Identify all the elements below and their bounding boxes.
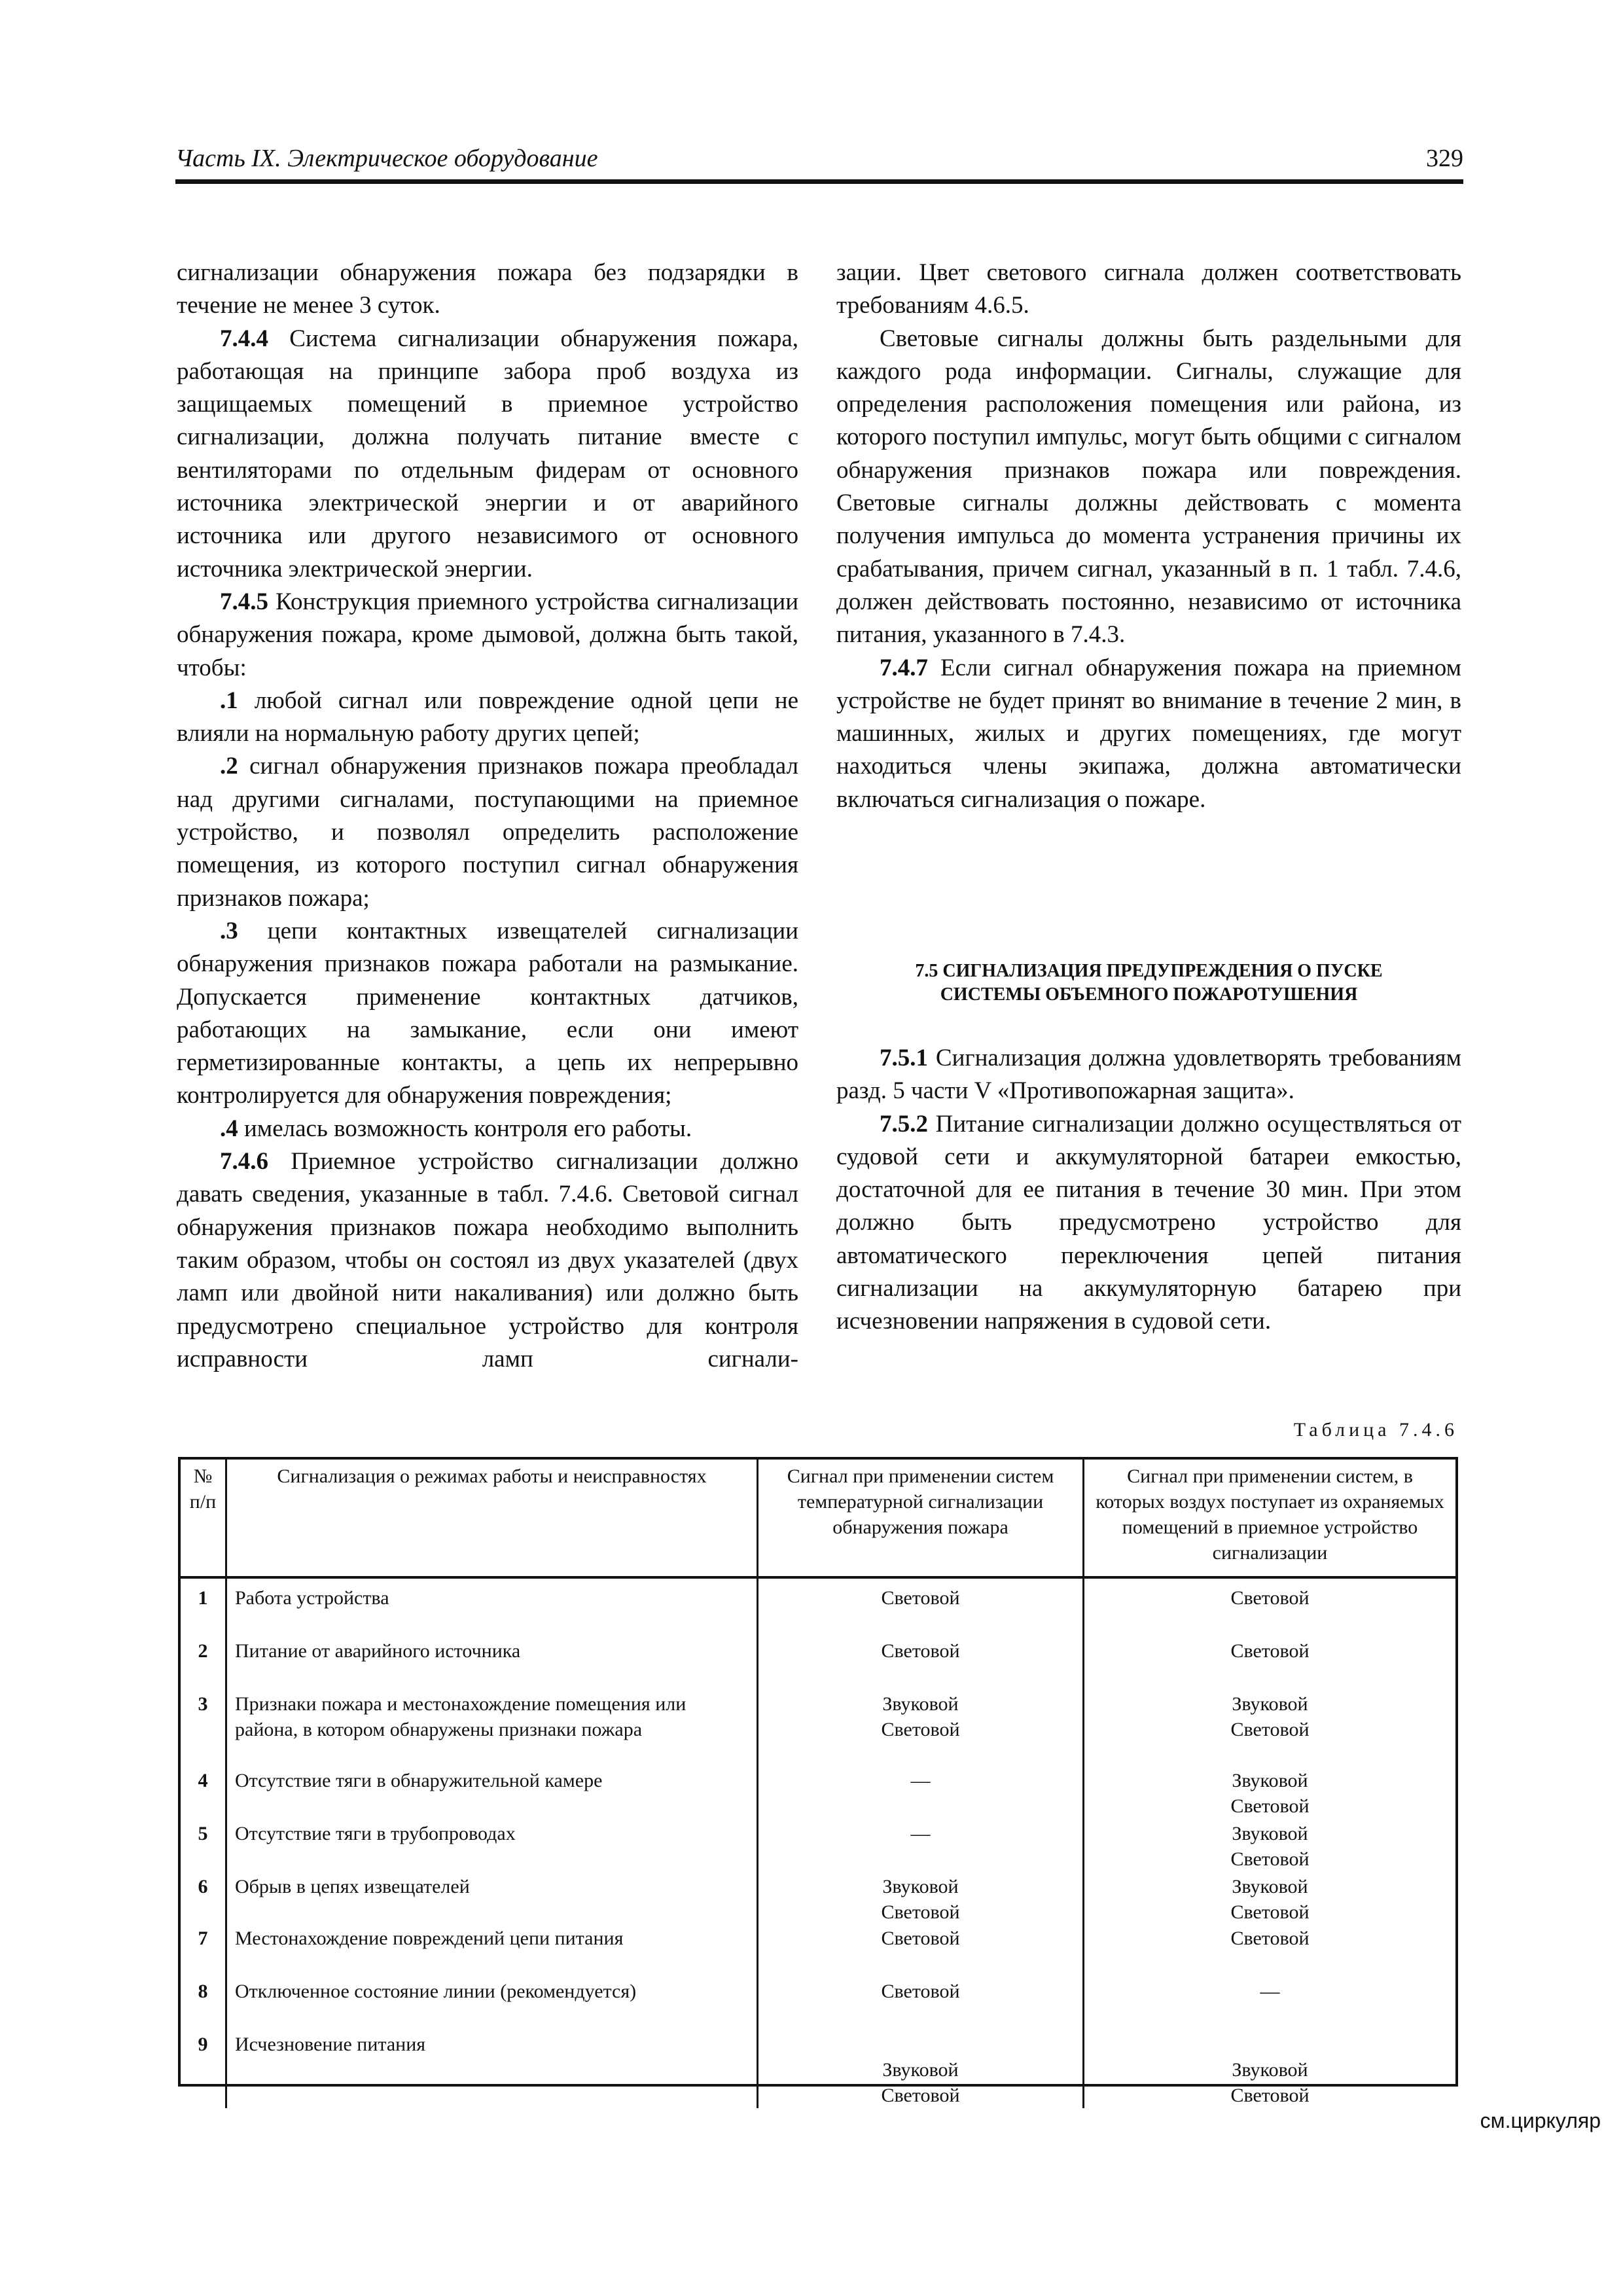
paragraph (836, 1108, 1461, 1338)
air-sampling-signal: Звуковой Световой (1230, 1693, 1310, 1740)
row-number: 8 (181, 1972, 227, 2025)
header-cell-temperature: Сигнал при применении систем температурной сигнализации обнаружения пожара (758, 1460, 1084, 1576)
temperature-signal: — (758, 1761, 1084, 1819)
paragraph-text: сигнал обнаружения признаков пожара преобладал над другими сигналами, поступающими на приемное устройство, и позволял определить расположение помещения, из которого поступил сигнал обнаружения признаков пожара; (177, 753, 798, 912)
temperature-signal: Световой (758, 1632, 1084, 1685)
paragraph (177, 685, 798, 751)
right-column-section-7-5 (836, 1042, 1461, 1338)
table-row (181, 1919, 1455, 1972)
temperature-signal: Звуковой Световой (758, 1685, 1084, 1761)
paragraph (836, 257, 1461, 323)
paragraph-text: Световые сигналы должны быть раздельными для каждого рода информации. Сигналы, служащие для определения расположения помещения или района, из которого поступил импульс, могут быть общими с сигналом обнаружения признаков пожара или повреждения. Световые сигналы должны действовать с момента получения импульса до момента устранения причины их срабатывания, причем сигнал, указанный в п. 1 табл. 7.4.6, должен действовать постоянно, независимо от источника питания, указанного в 7.4.3. (836, 325, 1461, 649)
paragraph-text: цепи контактных извещателей сигнализации обнаружения признаков пожара работали на размыкание. Допускается применение контактных датчиков, работающих на замыкание, если они имеют герметизированные контакты, а цепь их непрерывно контролируется для обнаружения повреждения; (177, 917, 798, 1109)
clause-number: .3 (220, 917, 238, 944)
temperature-signal: Звуковой Световой (758, 1867, 1084, 1925)
paragraph-text: любой сигнал или повреждение одной цепи не влияли на нормальную работу других цепей; (177, 687, 798, 747)
row-description: Обрыв в цепях извещателей (227, 1867, 758, 1925)
paragraph (836, 652, 1461, 816)
row-description: Признаки пожара и местонахождение помещения или района, в котором обнаружены признаки пожара (227, 1685, 758, 1761)
air-sampling-signal: Звуковой Световой (1230, 1770, 1310, 1817)
air-sampling-signal: Звуковой Световой (1230, 1876, 1310, 1923)
paragraph-text: сигнализации обнаружения пожара без подзарядки в течение не менее 3 суток. (177, 259, 798, 319)
table-caption: Таблица 7.4.6 (1293, 1419, 1458, 1441)
table-row (181, 1867, 1455, 1923)
clause-number: 7.4.4 (220, 325, 268, 352)
clause-number: .1 (220, 687, 238, 714)
paragraph-text: Если сигнал обнаружения пожара на приемном устройстве не будет принят во внимание в течение 2 мин, в машинных, жилых и других помещениях, где могут находиться члены экипажа, должна автоматически включаться сигнализация о пожаре. (836, 654, 1461, 813)
header-cell-signalling: Сигнализация о режимах работы и неисправностях (227, 1460, 758, 1576)
paragraph-text: Питание сигнализации должно осуществляться от судовой сети и аккумуляторной батареи емкостью, достаточной для ее питания в течение 30 мин. При этом должно быть предусмотрено устройство для автоматического переключения цепей питания сигнализации на аккумуляторную батарею при исчезновении напряжения в судовой сети. (836, 1110, 1461, 1335)
paragraph (177, 1145, 798, 1376)
temperature-signal: Световой (758, 1919, 1084, 1972)
paragraph (177, 750, 798, 914)
row-number: 4 (181, 1761, 227, 1819)
air-sampling-signal: Звуковой Световой (1230, 2059, 1310, 2106)
row-number: 5 (181, 1814, 227, 1872)
section-heading-line: 7.5 СИГНАЛИЗАЦИЯ ПРЕДУПРЕЖДЕНИЯ О ПУСКЕ (915, 961, 1383, 981)
row-description: Отсутствие тяги в обнаружительной камере (227, 1761, 758, 1819)
table-header-row (181, 1460, 1455, 1579)
row-description: Питание от аварийного источника (227, 1632, 758, 1685)
circular-note: см.циркуляр (1480, 2109, 1601, 2132)
row-number: 2 (181, 1632, 227, 1685)
row-description: Работа устройства (227, 1579, 758, 1632)
header-title: Часть IX. Электрическое оборудование (175, 145, 598, 172)
air-sampling-signal: Звуковой Световой (1230, 1823, 1310, 1870)
clause-number: .4 (220, 1115, 238, 1142)
paragraph (177, 586, 798, 685)
paragraph (177, 1113, 798, 1145)
temperature-signal: Световой (758, 1579, 1084, 1632)
temperature-signal: — (758, 1814, 1084, 1872)
table-row (181, 1761, 1455, 1817)
paragraph (836, 323, 1461, 652)
clause-number: 7.4.6 (220, 1148, 268, 1175)
paragraph-text: зации. Цвет светового сигнала должен соответствовать требованиям 4.6.5. (836, 259, 1461, 319)
table-row (181, 1632, 1455, 1685)
clause-number: 7.5.1 (880, 1045, 928, 1071)
paragraph-text: имелась возможность контроля его работы. (238, 1115, 692, 1142)
page-number: 329 (1426, 145, 1463, 172)
row-description: Исчезновение питания (227, 2025, 758, 2108)
table-7-4-6 (178, 1457, 1458, 2106)
header-cell-air-sampling: Сигнал при применении систем, в которых воздух поступает из охраняемых помещений в приемное устройство сигнализации (1096, 1465, 1444, 1564)
paragraph-text: Приемное устройство сигнализации должно давать сведения, указанные в табл. 7.4.6. Световой сигнал обнаружения признаков пожара необходимо выполнить таким образом, чтобы он состоял из двух указателей (двух ламп или двойной нити накаливания) или должно быть предусмотрено специальное устройство для контроля исправности ламп сигнали- (177, 1148, 798, 1372)
air-sampling-signal: Световой (1230, 1587, 1310, 1609)
temperature-signal: Световой (758, 1972, 1084, 2025)
paragraph (177, 257, 798, 323)
section-heading-7-5 (836, 960, 1461, 1007)
row-number: 7 (181, 1919, 227, 1972)
paragraph-text: Сигнализация должна удовлетворять требованиям разд. 5 части V «Противопожарная защита». (836, 1045, 1461, 1105)
left-column (177, 257, 798, 1376)
section-heading-line: СИСТЕМЫ ОБЪЕМНОГО ПОЖАРОТУШЕНИЯ (940, 984, 1358, 1005)
header-cell-number: № п/п (181, 1460, 227, 1576)
row-description: Отключенное состояние линии (рекомендуется) (227, 1972, 758, 2025)
paragraph (177, 323, 798, 586)
row-description: Отсутствие тяги в трубопроводах (227, 1814, 758, 1872)
paragraph (177, 915, 798, 1113)
paragraph-text: Система сигнализации обнаружения пожара, работающая на принципе забора проб воздуха из защищаемых помещений в приемное устройство сигнализации, должна получать питание вместе с вентиляторами по отдельным фидерам от основного источника электрической энергии и от аварийного источника или другого независимого от основного источника электрической энергии. (177, 325, 798, 583)
table-row (181, 1814, 1455, 1870)
clause-number: 7.4.5 (220, 588, 268, 615)
row-description: Местонахождение повреждений цепи питания (227, 1919, 758, 1972)
running-header (175, 143, 1463, 184)
row-number: 6 (181, 1867, 227, 1925)
paragraph-text: Конструкция приемного устройства сигнализации обнаружения пожара, кроме дымовой, должна быть такой, чтобы: (177, 588, 798, 681)
table-row (181, 1972, 1455, 2025)
air-sampling-signal: Световой (1230, 1928, 1310, 1949)
table-row (181, 1579, 1455, 1632)
temperature-signal: Звуковой Световой (758, 2025, 1084, 2108)
clause-number: 7.5.2 (880, 1110, 928, 1138)
air-sampling-signal: — (1260, 1981, 1280, 2002)
row-number: 9 (181, 2025, 227, 2108)
table-body (181, 1579, 1455, 2106)
air-sampling-signal: Световой (1230, 1640, 1310, 1662)
clause-number: 7.4.7 (880, 654, 928, 681)
row-number: 1 (181, 1579, 227, 1632)
table-row (181, 1685, 1455, 1761)
right-column (836, 257, 1461, 816)
clause-number: .2 (220, 753, 238, 780)
paragraph (836, 1042, 1461, 1108)
table-row (181, 2025, 1455, 2106)
row-number: 3 (181, 1685, 227, 1761)
